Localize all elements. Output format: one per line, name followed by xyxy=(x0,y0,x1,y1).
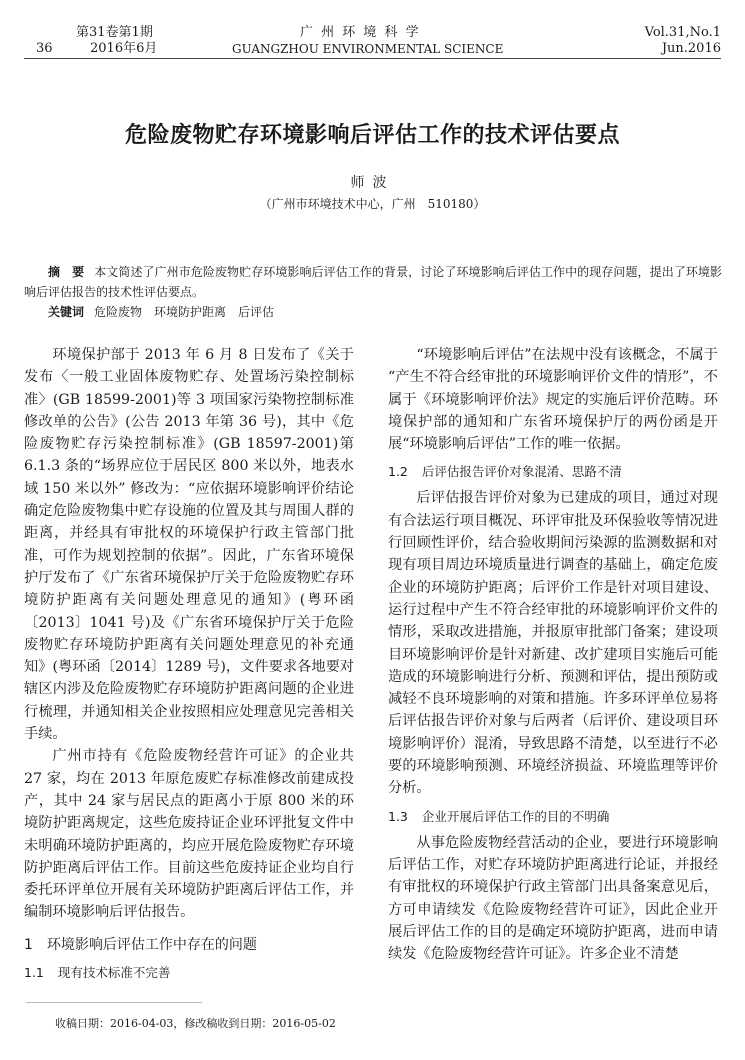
section-heading-1 xyxy=(24,934,354,956)
section-number: 1.2 xyxy=(388,464,408,480)
volume-issue: 第31卷第1期 xyxy=(76,25,153,40)
section-number: 1 xyxy=(24,936,33,953)
section-title: 现有技术标准不完善 xyxy=(57,965,171,981)
issue-date: 2016年6月 xyxy=(90,41,158,56)
body-paragraph: 环境保护部于 2013 年 6 月 8 日发布了《关于发布〈一般工业固体废物贮存、处置场污染控制标准〉(GB 18599-2001)等 3 项国家污染物控制标准修改单的公告》(公告 2013 年第 36 号)，其中《危险废物贮存污染控制标准》(GB 18597-2001)第 6.1.3 条的“场界应位于居民区 800 米以外，地表水域 150 米以外” 修改为：“应依据环境影响评价结论确定危险废物集中贮存设施的位置及其与周围人群的距离，并经具有审批权的环境保护行政主管部门批准，可作为规划控制的依据”。因此，广东省环境保护厅发布了《广东省环境保护厅关于危险废物贮存环境防护距离有关问题处理意见的通知》(粤环函〔2013〕1041 号)及《广东省环境保护厅关于危险废物贮存环境防护距离有关问题处理意见的补充通知》(粤环函〔2014〕1289 号)，文件要求各地要对辖区内涉及危险废物贮存环境防护距离问题的企业进行梳理，并通知相关企业按照相应处理意见完善相关手续。 xyxy=(24,347,354,743)
author: 师波 xyxy=(350,175,395,191)
footnote-rule xyxy=(26,1002,202,1003)
header-rule xyxy=(24,58,721,59)
section-number: 1.3 xyxy=(388,808,408,824)
abstract-label: 摘 要 xyxy=(48,265,85,279)
journal-name-en: GUANGZHOU ENVIRONMENTAL SCIENCE xyxy=(232,42,504,56)
section-title: 后评估报告评价对象混淆、思路不清 xyxy=(421,464,622,480)
body-paragraph: 从事危险废物经营活动的企业，要进行环境影响后评估工作，对贮存环境防护距离进行论证，并报经有审批权的环境保护行政主管部门出具备案意见后，方可申请续发《危险废物经营许可证》，因此企业开展后评估工作的目的是确定环境防护距离，进而申请续发《危险废物经营许可证》。许多企业不清楚 xyxy=(388,834,718,963)
date-en: Jun.2016 xyxy=(661,41,721,56)
section-title: 企业开展后评估工作的目的不明确 xyxy=(421,808,610,824)
paper-title: 危险废物贮存环境影响后评估工作的技术评估要点 xyxy=(124,123,620,148)
abstract-text: 本文简述了广州市危险废物贮存环境影响后评估工作的背景，讨论了环境影响后评估工作中的现存问题，提出了环境影响后评估报告的技术性评估要点。 xyxy=(24,265,722,299)
affiliation: （广州市环境技术中心，广州 510180） xyxy=(259,197,486,211)
abstract xyxy=(24,262,722,322)
left-column xyxy=(24,344,354,988)
keywords-label: 关键词 xyxy=(48,305,85,319)
body-paragraph: “环境影响后评估”在法规中没有该概念，不属于 “产生不符合经审批的环境影响评价文件的情形”，不属于《环境影响评价法》规定的实施后评价范畴。环境保护部的通知和广东省环境保护厅的两份函是开展“环境影响后评估”工作的唯一依据。 xyxy=(388,347,718,453)
section-title: 环境影响后评估工作中存在的问题 xyxy=(46,936,257,953)
body-paragraph: 后评估报告评价对象为已建成的项目，通过对现有合法运行项目概况、环评审批及环保验收等情况进行回顾性评价，结合验收期间污染源的监测数据和对现有项目周边环境质量进行调查的基础上，确定危废企业的环境防护距离；后评价工作是针对项目建设、运行过程中产生不符合经审批的环境影响评价文件的情形，采取改进措施，并报原审批部门备案；建设项目环境影响评价是针对新建、改扩建项目实施后可能造成的环境影响进行分析、预测和评估，提出预防或减轻不良环境影响的对策和措施。许多环评单位易将后评估报告评价对象与后两者（后评价、建设项目环境影响评价）混淆，导致思路不清楚，以至进行不必要的环境影响预测、环境经济损益、环境监理等评价分析。 xyxy=(388,490,718,797)
volume-en: Vol.31,No.1 xyxy=(644,25,721,40)
section-heading-1-3 xyxy=(388,806,718,828)
section-heading-1-1 xyxy=(24,962,354,984)
body-paragraph: 广州市持有《危险废物经营许可证》的企业共 27 家，均在 2013 年原危废贮存标准修改前建成投产，其中 24 家与居民点的距离小于原 800 米的环境防护距离规定，这些危废持证企业环评批复文件中未明确环境防护距离的，均应开展危险废物贮存环境防护距离后评估工作。目前这些危废持证企业均自行委托环评单位开展有关环境防护距离后评估工作，并编制环境影响后评估报告。 xyxy=(24,748,354,921)
received-date-footnote: 收稿日期：2016-04-03，修改稿收到日期：2016-05-02 xyxy=(55,1017,336,1030)
page-number: 36 xyxy=(36,41,53,56)
journal-name-cn: 广 州 环 境 科 学 xyxy=(300,25,421,40)
section-heading-1-2 xyxy=(388,461,718,483)
keywords: 危险废物 环境防护距离 后评估 xyxy=(94,305,275,319)
right-column xyxy=(388,344,718,965)
section-number: 1.1 xyxy=(24,965,44,981)
